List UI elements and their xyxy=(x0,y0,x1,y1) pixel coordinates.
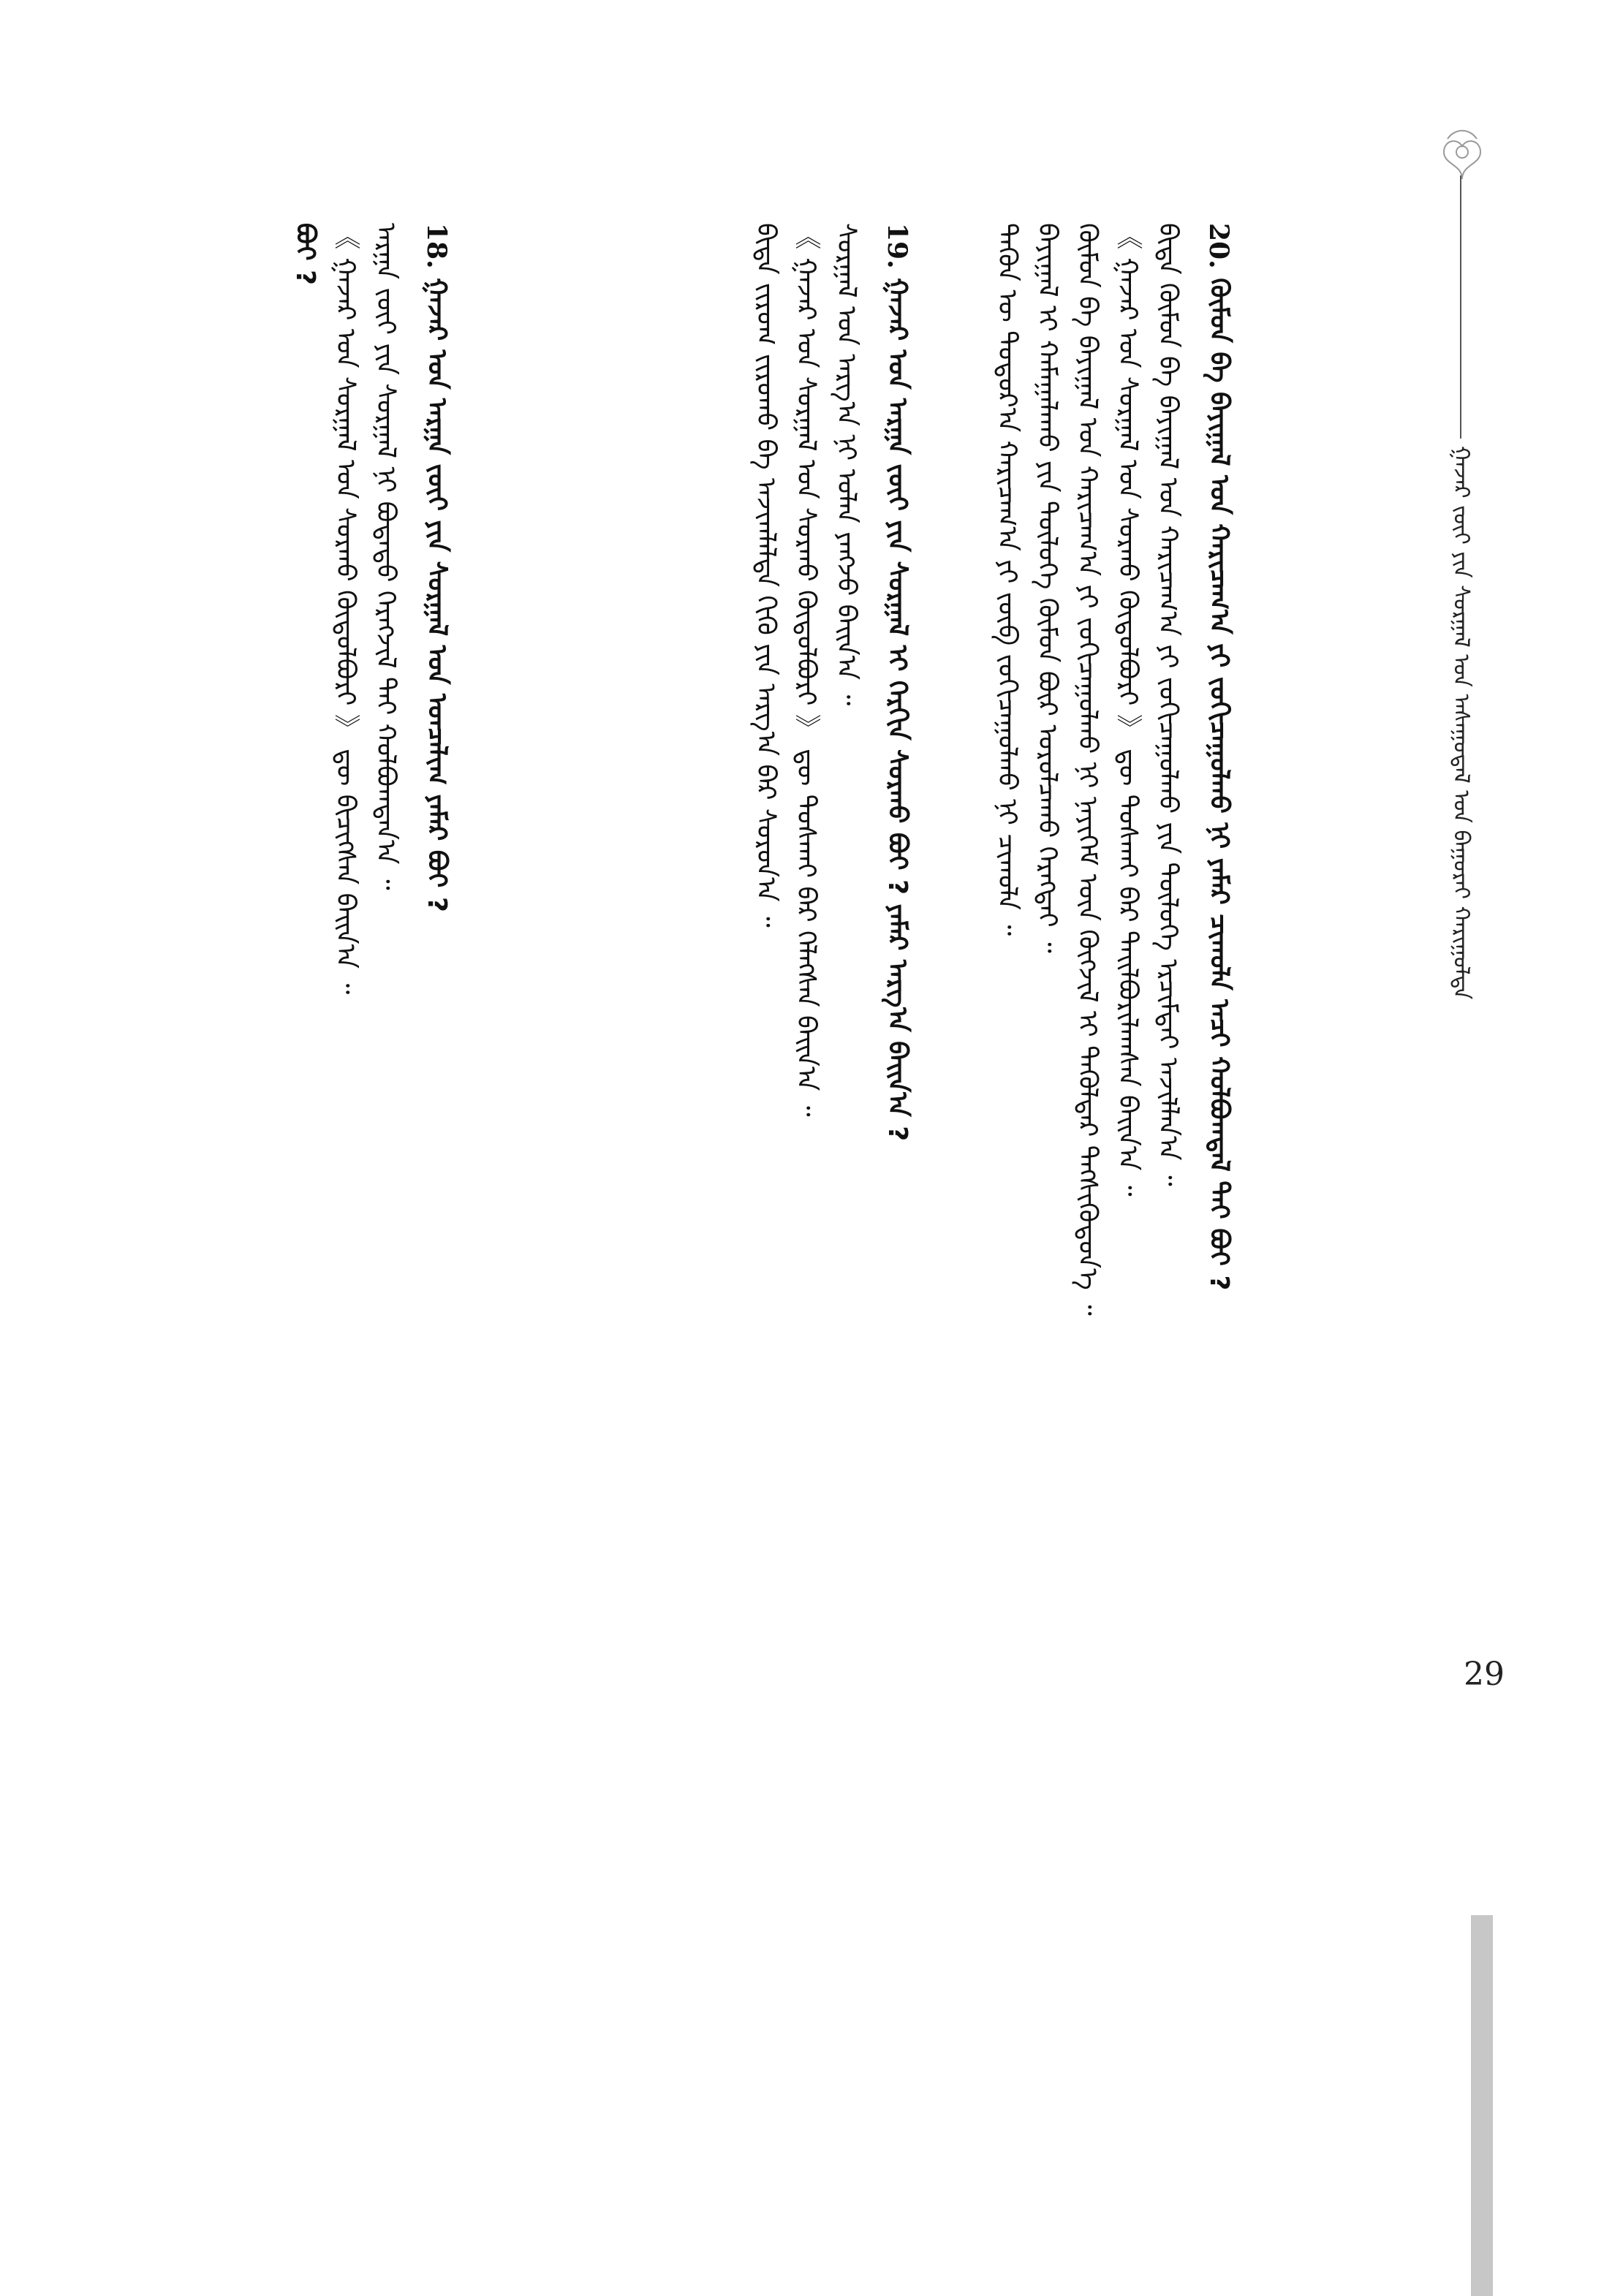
text-line: ᠪᠠᠶᠢᠭᠠᠯ ᠢ ᠬᠠᠮᠠᠭᠠᠯᠠᠬᠤ ᠶᠢᠨ ᠲᠥᠯᠦᠭᠡ ᠬᠦᠮᠦᠨ ᠪᠦᠷ ᠣᠷᠤᠯᠴᠠᠬᠤ ᠬᠡᠷᠡᠭᠲᠡᠢ ᠃ xyxy=(1032,223,1062,953)
text-line: ᠲᠡᠭᠦᠨ ᠦ ᠳᠣᠲᠣᠷ᠎ᠠ ᠬᠠᠷᠢᠴᠠᠭ᠎ᠠ ᠶᠢ ᠵᠥᠪ ᠵᠣᠬᠢᠴᠠᠭᠤᠯᠬᠤ ᠨᠢ ᠴᠢᠬᠤᠯᠠ ᠃ xyxy=(992,223,1022,936)
scroll-ornament-icon xyxy=(1429,124,1495,183)
text-column xyxy=(328,223,362,2094)
question-number: 19. xyxy=(882,223,912,269)
question-20 xyxy=(1202,223,1236,2094)
question-19 xyxy=(880,223,914,2094)
running-header xyxy=(1415,124,1510,1031)
header-title: ᠭᠠᠵᠠᠷ ᠵᠦᠢ ᠶᠢᠨ ᠰᠤᠷᠭᠠᠯ ᠤᠨ ᠠᠰᠠᠭᠤᠳᠠᠯ ᠤᠨ ᠪᠠᠭᠤᠷᠠᠢ ᠬᠠᠷᠢᠭᠤᠯᠲᠠ xyxy=(1448,446,1474,1000)
question-number: 20. xyxy=(1203,223,1234,269)
text-column xyxy=(749,223,782,2094)
text-column xyxy=(789,223,822,2094)
text-column xyxy=(1030,223,1064,2094)
text-line: ᠪᠢᠳᠡ ᠬᠦᠮᠦᠨ ᠪᠠ ᠪᠠᠶᠢᠭᠠᠯ ᠤᠨ ᠬᠠᠷᠢᠴᠠᠭ᠎ᠠ ᠶᠢ ᠵᠣᠬᠢᠴᠠᠭᠤᠯᠬᠤ ᠶᠢᠨ ᠲᠥᠯᠦᠭᠡ ᠡᠷᠴᠢᠮᠲᠡᠢ ᠠᠵᠢᠯᠯᠠᠨ᠎ᠠ ᠃ xyxy=(1153,223,1183,1186)
text-column xyxy=(990,223,1024,2094)
text-column xyxy=(1151,223,1184,2094)
text-line: 《 ᠭᠠᠵᠠᠷ ᠤᠨ ᠰᠤᠷᠭᠠᠯ ᠤᠨ ᠰᠤᠷᠬᠤ ᠬᠥᠲᠦᠯᠪᠦᠷᠢ 》 ᠳᠦ ᠪᠢᠴᠢᠭᠰᠡᠨ ᠪᠠᠢᠨ᠎ᠠ ᠃ xyxy=(330,223,360,995)
text-column xyxy=(829,223,863,2094)
text-line: ᠠᠷᠭᠠ ᠵᠦᠢ ᠶᠢᠨ ᠰᠤᠷᠭᠠᠯ ᠨᠢ ᠪᠣᠳᠠᠲᠤ ᠬᠡᠷᠡᠭᠵᠢᠯ ᠲᠡᠢ ᠬᠣᠯᠪᠣᠭᠳᠠᠨ᠎ᠠ ᠃ xyxy=(371,223,401,890)
question-number: 18. xyxy=(421,223,452,269)
header-rule xyxy=(1460,175,1461,439)
text-line: ᠰᠤᠷᠭᠠᠯ ᠤᠨ ᠠᠷᠭ᠎ᠠ ᠨᠢ ᠣᠯᠠᠨ ᠶᠠᠩᠵᠤ ᠪᠠᠢᠨ᠎ᠠ ᠃ xyxy=(831,223,861,706)
text-column xyxy=(1111,223,1144,2094)
page-number: 29 xyxy=(1464,1656,1505,1693)
text-line: ᠪᠢᠳᠡ ᠵᠢᠷᠤᠭ ᠵᠢᠷᠤᠬᠤ ᠪᠠ ᠠᠵᠢᠭᠯᠠᠯᠲᠠ ᠬᠢᠬᠦ ᠶᠢᠨ ᠠᠷᠭ᠎ᠠ ᠪᠠᠷ ᠰᠤᠷᠤᠨ᠎ᠠ ᠃ xyxy=(751,223,781,928)
text-line: 《 ᠭᠠᠵᠠᠷ ᠤᠨ ᠰᠤᠷᠭᠠᠯ ᠤᠨ ᠰᠤᠷᠬᠤ ᠬᠥᠲᠦᠯᠪᠦᠷᠢ 》 ᠳᠦ ᠲᠤᠰᠬᠠᠢ ᠪᠡᠷ ᠲᠠᠢᠯᠪᠤᠷᠢᠯᠠᠭᠰᠠᠨ ᠪᠠᠢᠨ᠎ᠠ ᠃ xyxy=(1113,223,1143,1197)
question-18 xyxy=(420,223,453,2094)
text-line: 《 ᠭᠠᠵᠠᠷ ᠤᠨ ᠰᠤᠷᠭᠠᠯ ᠤᠨ ᠰᠤᠷᠬᠤ ᠬᠥᠲᠦᠯᠪᠦᠷᠢ 》 ᠳᠦ ᠲᠤᠰᠬᠠᠢ ᠪᠡᠷ ᠬᠡᠯᠡᠭᠰᠡᠨ ᠪᠠᠢᠨ᠎ᠠ ᠃ xyxy=(791,223,821,1117)
question-text: ᠭᠠᠵᠠᠷ ᠤᠨ ᠠᠷᠭᠠ ᠵᠦᠢ ᠶᠢᠨ ᠰᠤᠷᠭᠠᠯ ᠢ ᠬᠡᠷᠬᠢᠨ ᠰᠤᠷᠬᠤ ᠪᠤᠢ ? ᠶᠠᠮᠠᠷ ᠠᠷᠭ᠎ᠠ ᠪᠠᠢᠨ᠎ᠠ ? xyxy=(882,278,912,1142)
text-line: ᠪᠤᠢ ? xyxy=(290,223,320,286)
page-edge-tab xyxy=(1471,1915,1493,2296)
question-text: ᠬᠦᠮᠦᠨ ᠪᠠ ᠪᠠᠶᠢᠭᠠᠯ ᠤᠨ ᠬᠠᠷᠢᠴᠠᠭ᠎ᠠ ᠶᠢ ᠵᠣᠬᠢᠴᠠᠭᠤᠯᠬᠤ ᠨᠢ ᠶᠠᠮᠠᠷ ᠴᠢᠬᠤᠯᠠ ᠠᠴᠢ ᠬᠣᠯᠪᠣᠭᠳᠠᠯ ᠲᠠᠢ ᠪᠤᠢ ? xyxy=(1204,278,1234,1291)
body-text xyxy=(186,223,1279,2094)
text-line: ᠬᠦᠮᠦᠨ ᠪᠠ ᠪᠠᠶᠢᠭᠠᠯ ᠤᠨ ᠬᠠᠷᠢᠴᠠᠭ᠎ᠠ ᠶᠢ ᠵᠣᠬᠢᠴᠠᠭᠤᠯᠬᠤ ᠨᠢ ᠨᠡᠶᠢᠭᠡᠮ ᠦᠨ ᠬᠥᠭᠵᠢᠯ ᠢ ᠲᠡᠭᠦᠯᠳᠡᠷ ᠲᠡᠭᠰᠢᠭᠦᠳᠦᠨ᠎ᠡ ᠃ xyxy=(1072,223,1102,1316)
text-column xyxy=(368,223,402,2094)
text-column xyxy=(288,223,322,2094)
text-column xyxy=(1070,223,1104,2094)
question-text: ᠭᠠᠵᠠᠷ ᠤᠨ ᠠᠷᠭᠠ ᠵᠦᠢ ᠶᠢᠨ ᠰᠤᠷᠭᠠᠯ ᠤᠨ ᠣᠨᠴᠠᠯᠢᠭ ᠶᠠᠮᠠᠷ ᠪᠤᠢ ? xyxy=(422,278,452,912)
